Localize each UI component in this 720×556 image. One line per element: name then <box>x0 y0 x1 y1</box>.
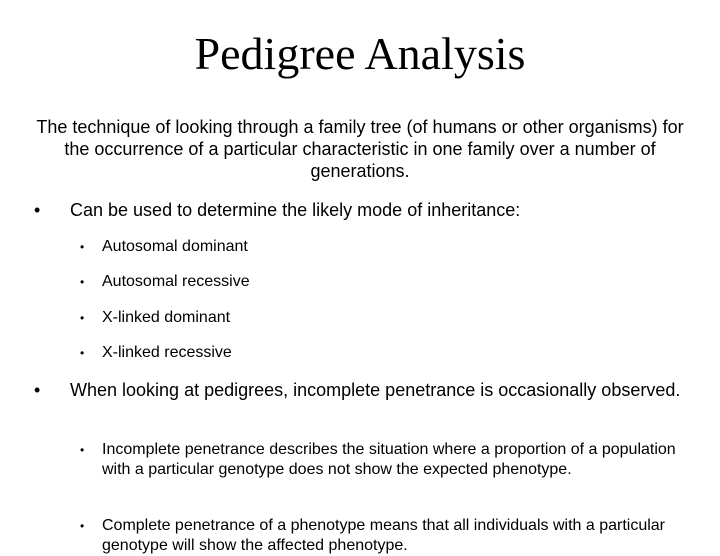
subbullet-marker: • <box>80 240 85 254</box>
subbullet-text: Autosomal dominant <box>102 238 248 255</box>
subbullet-text: X-linked dominant <box>102 309 231 326</box>
subbullet-autosomal-dominant <box>80 237 690 257</box>
subbullet-marker: • <box>80 346 85 360</box>
subbullet-x-linked-dominant <box>80 308 690 328</box>
bullet-marker: • <box>34 380 41 400</box>
definition-text: The technique of looking through a family tree (of humans or other organisms) for the occurrence of a particular characteristic in one family over a number of generations. <box>36 117 684 181</box>
bullet-penetrance-text: When looking at pedigrees, incomplete penetrance is occasionally observed. <box>70 380 681 400</box>
bullet-inheritance-text: Can be used to determine the likely mode of inheritance: <box>70 200 521 220</box>
subbullet-text: Autosomal recessive <box>102 273 250 290</box>
subbullet-complete-penetrance <box>80 516 690 556</box>
subbullet-autosomal-recessive <box>80 272 690 292</box>
bullet-penetrance <box>34 380 684 401</box>
subbullet-marker: • <box>80 443 85 457</box>
bullet-marker: • <box>34 200 41 220</box>
subbullet-marker: • <box>80 311 85 325</box>
subbullet-marker: • <box>80 519 85 533</box>
slide-title: Pedigree Analysis <box>194 28 526 79</box>
subbullet-text: Complete penetrance of a phenotype means that all individuals with a particular genotype will show the affected phenotype. <box>102 517 665 554</box>
subbullet-incomplete-penetrance <box>80 440 690 480</box>
subbullet-x-linked-recessive <box>80 343 690 363</box>
subbullet-text: Incomplete penetrance describes the situation where a proportion of a population with a particular genotype does not show the expected phenotype. <box>102 441 676 478</box>
subbullet-marker: • <box>80 275 85 289</box>
subbullet-text: X-linked recessive <box>102 344 232 361</box>
bullet-inheritance <box>34 200 684 221</box>
